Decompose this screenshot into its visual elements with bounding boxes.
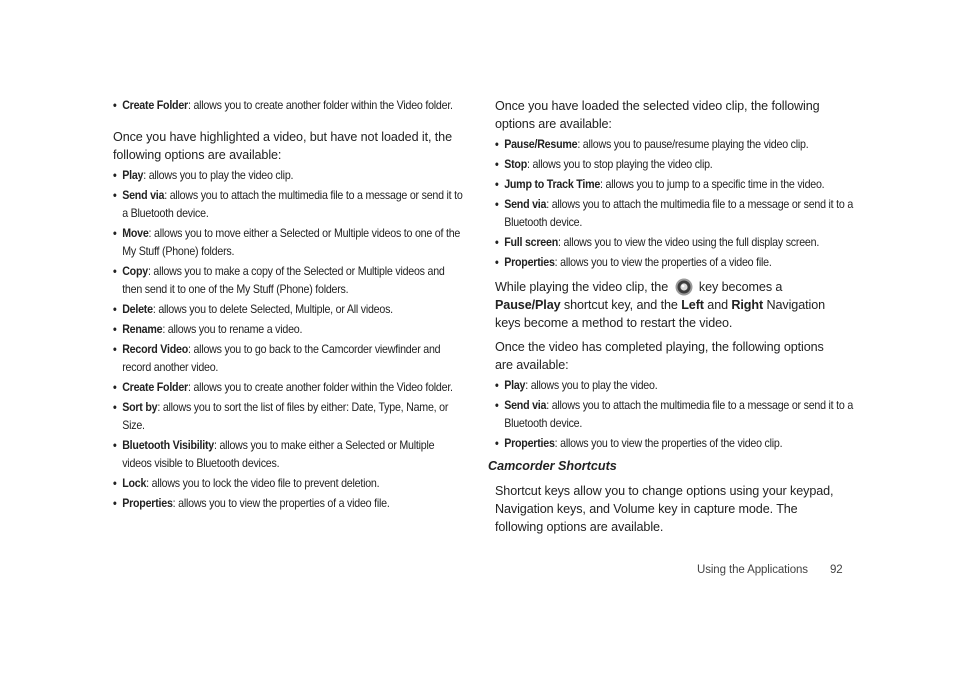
option-description: : allows you to view the properties of a video file. <box>172 497 390 510</box>
bullet-glyph: • <box>113 303 117 316</box>
option-item <box>113 321 465 339</box>
bullet-glyph: • <box>495 379 499 392</box>
option-term: Properties <box>504 256 555 269</box>
option-term: Create Folder <box>122 99 188 112</box>
bullet-glyph: • <box>113 99 117 112</box>
bullet-glyph: • <box>495 198 499 211</box>
option-term: Send via <box>122 189 165 202</box>
bullet-glyph: • <box>495 178 499 191</box>
option-description: : allows you to sort the list of files by either: Date, Type, Name, or Size. <box>122 401 449 432</box>
option-term: Move <box>122 227 149 240</box>
option-item <box>495 176 854 194</box>
option-description: : allows you to make either a Selected or Multiple videos visible to Bluetooth devices. <box>122 439 435 470</box>
option-description: : allows you to play the video clip. <box>143 169 294 182</box>
bullet-glyph: • <box>113 169 117 182</box>
option-item <box>113 167 465 185</box>
bullet-glyph: • <box>113 381 117 394</box>
left-options-list <box>113 167 463 513</box>
option-term: Create Folder <box>122 381 188 394</box>
loaded-options-list <box>488 136 854 272</box>
navigation-key-icon <box>675 278 693 296</box>
option-item <box>113 495 465 513</box>
option-term: Properties <box>504 437 555 450</box>
option-item <box>113 225 465 261</box>
option-term: Send via <box>504 198 547 211</box>
option-term: Properties <box>122 497 173 510</box>
option-term: Stop <box>504 158 527 171</box>
option-description: : allows you to view the video using the full display screen. <box>557 236 820 249</box>
option-item <box>495 234 854 252</box>
option-description: : allows you to create another folder within the Video folder. <box>187 381 453 394</box>
option-description: : allows you to pause/resume playing the video clip. <box>577 138 809 151</box>
option-term: Record Video <box>122 343 189 356</box>
option-term: Jump to Track Time <box>504 178 601 191</box>
bullet-glyph: • <box>113 343 117 356</box>
option-description: : allows you to play the video. <box>525 379 658 392</box>
option-term: Pause/Resume <box>504 138 578 151</box>
option-description: : allows you to attach the multimedia file to a message or send it to a Bluetooth device. <box>504 399 854 430</box>
option-item <box>495 156 854 174</box>
bullet-glyph: • <box>113 497 117 510</box>
option-item <box>113 379 465 397</box>
option-description: : allows you to go back to the Camcorder viewfinder and record another video. <box>122 343 441 374</box>
bullet-glyph: • <box>113 323 117 336</box>
option-item <box>495 196 854 232</box>
option-term: Send via <box>504 399 547 412</box>
option-term: Delete <box>122 303 153 316</box>
bullet-glyph: • <box>113 477 117 490</box>
bullet-glyph: • <box>113 227 117 240</box>
completed-options-list <box>488 377 854 453</box>
option-term: Copy <box>122 265 148 278</box>
option-item <box>495 397 854 433</box>
option-description: : allows you to make a copy of the Selected or Multiple videos and then send it to one of the My Stuff (Phone) folders. <box>122 265 445 296</box>
option-create-folder-top <box>113 97 465 115</box>
shortcuts-paragraph: Shortcut keys allow you to change options using your keypad, Navigation keys, and Volume key in capture mode. The following options are available. <box>495 484 834 534</box>
option-item <box>113 187 465 223</box>
option-item <box>495 435 854 453</box>
option-item <box>113 341 465 377</box>
playing-text-1: While playing the video clip, the <box>495 280 672 294</box>
left-column <box>113 97 463 515</box>
playing-text-3: shortcut key, and the <box>560 298 682 312</box>
option-description: : allows you to lock the video file to prevent deletion. <box>146 477 380 490</box>
right-column <box>488 97 854 539</box>
section-heading: Camcorder Shortcuts <box>488 459 617 473</box>
option-term: Lock <box>122 477 147 490</box>
option-description: : allows you to view the properties of the video clip. <box>554 437 783 450</box>
bullet-glyph: • <box>495 158 499 171</box>
bullet-glyph: • <box>113 401 117 414</box>
option-term: Play <box>504 379 526 392</box>
playing-text-4: Navigation keys become a method to restart the video. <box>495 298 825 330</box>
bullet-glyph: • <box>495 138 499 151</box>
option-description: : allows you to move either a Selected or Multiple videos to one of the My Stuff (Phone) folders. <box>122 227 461 258</box>
page-footer <box>697 564 843 576</box>
intro-paragraph: Once you have highlighted a video, but have not loaded it, the following options are available: <box>113 130 452 162</box>
option-term: Full screen <box>504 236 558 249</box>
bullet-glyph: • <box>113 189 117 202</box>
bullet-glyph: • <box>495 437 499 450</box>
option-description: : allows you to view the properties of a video file. <box>554 256 772 269</box>
option-description: : allows you to rename a video. <box>162 323 303 336</box>
loaded-paragraph: Once you have loaded the selected video clip, the following options are available: <box>495 99 820 131</box>
page-number: 92 <box>829 564 843 576</box>
bullet-glyph: • <box>113 265 117 278</box>
option-description: : allows you to attach the multimedia file to a message or send it to a Bluetooth device. <box>504 198 854 229</box>
option-item <box>113 475 465 493</box>
bullet-glyph: • <box>495 399 499 412</box>
bullet-glyph: • <box>495 236 499 249</box>
pause-play-term: Pause/Play <box>495 298 561 312</box>
playing-text-and: and <box>703 298 732 312</box>
playing-text-2: key becomes a <box>695 280 783 294</box>
right-key-term: Right <box>731 298 764 312</box>
option-term: Play <box>122 169 144 182</box>
option-item <box>113 263 465 299</box>
option-item <box>113 301 465 319</box>
option-item <box>495 136 854 154</box>
option-description: : allows you to delete Selected, Multiple, or All videos. <box>152 303 393 316</box>
option-description: : allows you to attach the multimedia file to a message or send it to a Bluetooth device. <box>122 189 463 220</box>
option-item <box>495 377 854 395</box>
option-item <box>113 437 465 473</box>
completed-paragraph: Once the video has completed playing, the following options are available: <box>495 340 824 372</box>
option-term: Sort by <box>122 401 158 414</box>
option-item <box>113 399 465 435</box>
option-description: : allows you to stop playing the video clip. <box>526 158 713 171</box>
option-description: : allows you to create another folder within the Video folder. <box>187 99 453 112</box>
option-item <box>495 254 854 272</box>
footer-section: Using the Applications <box>697 564 808 576</box>
option-term: Bluetooth Visibility <box>122 439 214 452</box>
playing-paragraph <box>488 278 840 332</box>
bullet-glyph: • <box>113 439 117 452</box>
option-description: : allows you to jump to a specific time in the video. <box>600 178 825 191</box>
bullet-glyph: • <box>495 256 499 269</box>
left-key-term: Left <box>681 298 704 312</box>
option-term: Rename <box>122 323 163 336</box>
